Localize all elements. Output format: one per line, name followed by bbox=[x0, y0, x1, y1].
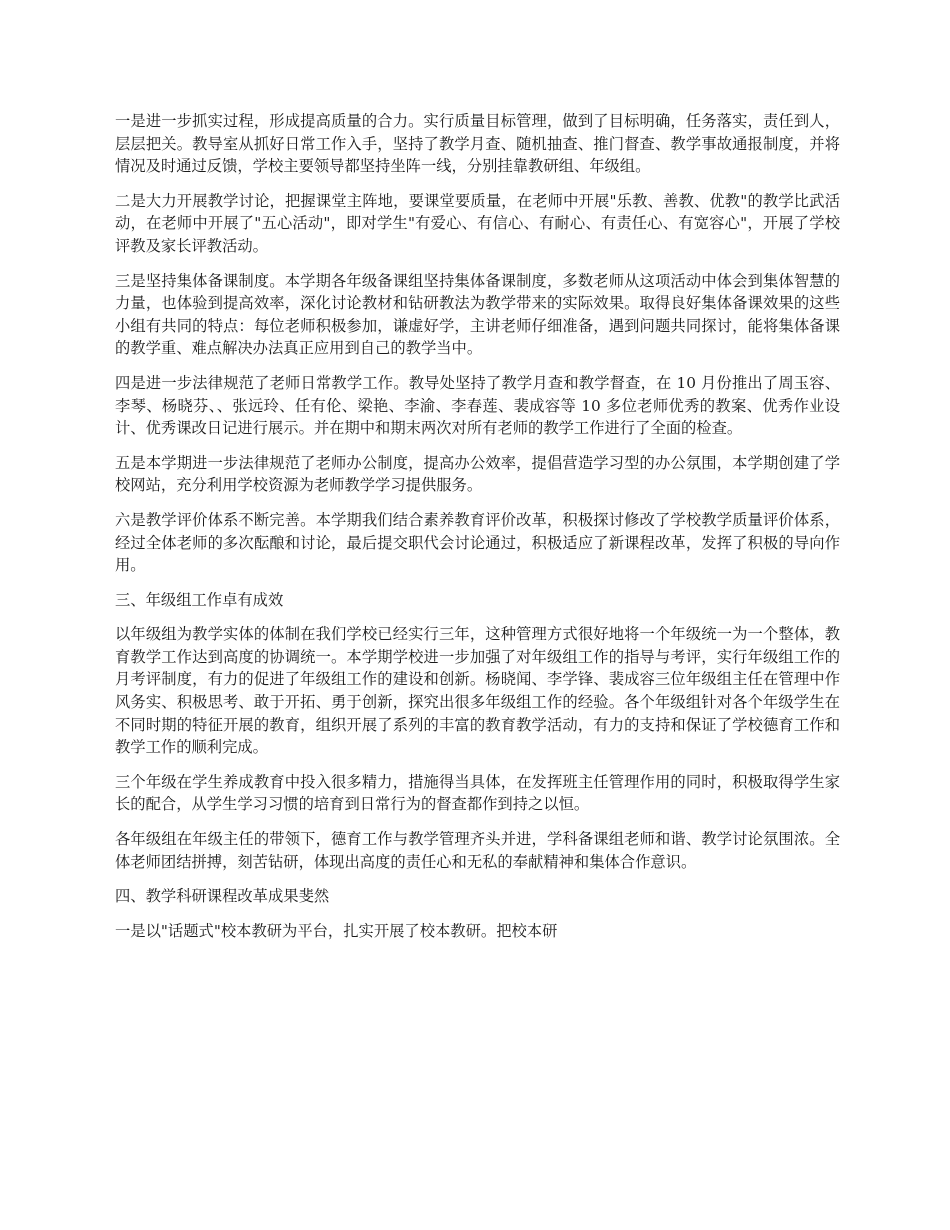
section-heading-research-reform: 四、教学科研课程改革成果斐然 bbox=[115, 887, 330, 906]
paragraph-grade-group-system: 以年级组为教学实体的体制在我们学校已经实行三年，这种管理方式很好地将一个年级统一为一个整体，教育教学工作达到高度的协调统一。本学期学校进一步加强了对年级组工作的指导与考评，实行年级组工作的月考评制度，有力的促进了年级组工作的建设和创新。杨晓闻、李学锋、裴成容三位年级组主任在管理中作风务实、积极思考、敢于开拓、勇于创新，探究出很多年级组工作的经验。各个年级组针对各个年级学生在不同时期的特征开展的教育，组织开展了系列的丰富的教育教学活动，有力的支持和保证了学校德育工作和教学工作的顺利完成。 bbox=[115, 625, 840, 757]
document-page bbox=[115, 110, 840, 954]
paragraph-habit-education: 三个年级在学生养成教育中投入很多精力，措施得当具体，在发挥班主任管理作用的同时，积极取得学生家长的配合，从学生学习习惯的培育到日常行为的督查都作到持之以恒。 bbox=[115, 772, 840, 814]
paragraph-teaching-discussion: 二是大力开展教学讨论，把握课堂主阵地，要课堂要质量，在老师中开展"乐教、善教、优教"的教学比武活动，在老师中开展了"五心活动"，即对学生"有爱心、有信心、有耐心、有责任心、有宽容心"，开展了学校评教及家长评教活动。 bbox=[115, 191, 840, 255]
paragraph-daily-teaching-norms: 四是进一步法律规范了老师日常教学工作。教导处坚持了教学月查和教学督查，在 10 月份推出了周玉容、李琴、杨晓芬、、张远玲、任有伦、梁艳、李渝、李春莲、裴成容等 10 多位老师优秀的教案、优秀作业设计、优秀课改日记进行展示。并在期中和期末两次对所有老师的教学工作进行了全面的检查。 bbox=[115, 373, 840, 438]
paragraph-office-system: 五是本学期进一步法律规范了老师办公制度，提高办公效率，提倡营造学习型的办公氛围，本学期创建了学校网站，充分利用学校资源为老师教学学习提供服务。 bbox=[115, 453, 840, 495]
paragraph-evaluation-system: 六是教学评价体系不断完善。本学期我们结合素养教育评价改革，积极探讨修改了学校教学质量评价体系，经过全体老师的多次酝酿和讨论，最后提交职代会讨论通过，积极适应了新课程改革，发挥了积极的导向作用。 bbox=[115, 510, 840, 575]
paragraph-quality-process: 一是进一步抓实过程，形成提高质量的合力。实行质量目标管理，做到了目标明确，任务落实，责任到人，层层把关。教导室从抓好日常工作入手，坚持了教学月查、随机抽查、推门督查、教学事故通报制度，并将情况及时通过反馈，学校主要领导都坚持坐阵一线，分别挂靠教研组、年级组。 bbox=[115, 112, 840, 176]
paragraph-grade-leaders: 各年级组在年级主任的带领下，德育工作与教学管理齐头并进，学科备课组老师和谐、教学讨论氛围浓。全体老师团结拼搏，刻苦钻研，体现出高度的责任心和无私的奉献精神和集体合作意识。 bbox=[115, 830, 840, 871]
paragraph-school-research: 一是以"话题式"校本教研为平台，扎实开展了校本教研。把校本研 bbox=[115, 921, 558, 940]
paragraph-collective-lesson-prep: 三是坚持集体备课制度。本学期各年级备课组坚持集体备课制度，多数老师从这项活动中体会到集体智慧的力量，也体验到提高效率，深化讨论教材和钻研教法为教学带来的实际效果。取得良好集体备课效果的这些小组有共同的特点：每位老师积极参加，谦虚好学，主讲老师仔细准备，遇到问题共同探讨，能将集体备课的教学重、难点解决办法真正应用到自己的教学当中。 bbox=[115, 271, 840, 358]
section-heading-grade-groups: 三、年级组工作卓有成效 bbox=[115, 590, 284, 609]
